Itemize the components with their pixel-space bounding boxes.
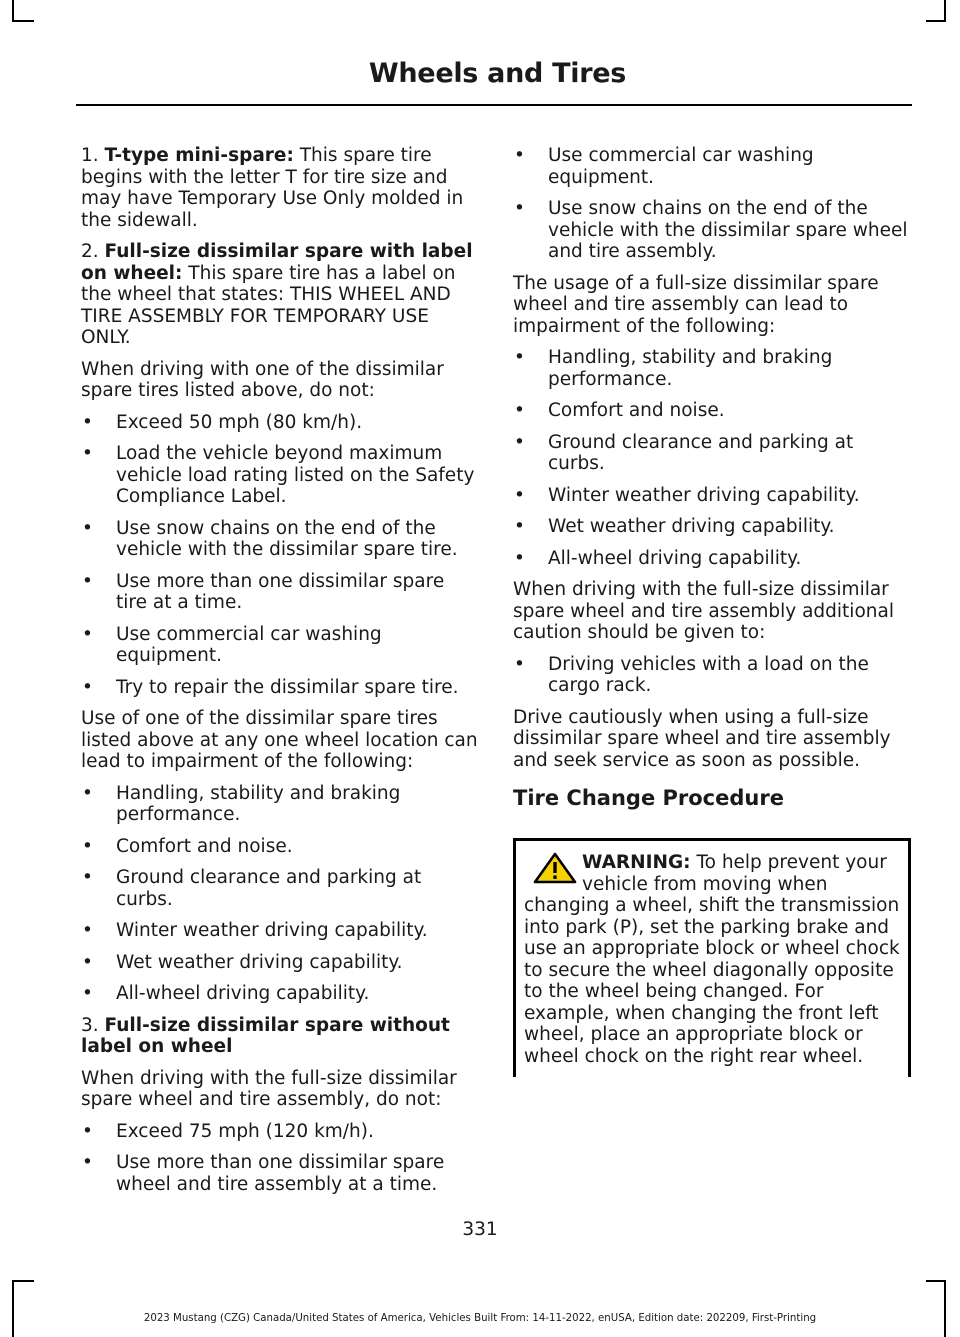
- list-item-text: Driving vehicles with a load on the cargo rack.: [548, 653, 869, 696]
- list-item-text: Handling, stability and braking performance.: [548, 347, 833, 390]
- bullet-list: [513, 145, 911, 263]
- list-item: [81, 952, 479, 974]
- bullet-list: [81, 783, 479, 1005]
- list-item: [513, 347, 911, 390]
- bullet-marker: •: [82, 570, 93, 592]
- bullet-marker: •: [82, 411, 93, 433]
- bullet-marker: •: [82, 920, 93, 941]
- list-item: [81, 1121, 479, 1143]
- left-column: [81, 145, 479, 1205]
- list-item-text: Use more than one dissimilar spare wheel and tire assembly at a time.: [116, 1152, 445, 1195]
- crop-mark: [12, 1280, 14, 1337]
- warning-box: [513, 838, 911, 1077]
- paragraph: When driving with the full-size dissimilar spare wheel and tire assembly additional caution should be given to:: [513, 579, 894, 643]
- list-item: [513, 654, 911, 697]
- item-number: 1.: [81, 145, 99, 166]
- bullet-marker: •: [82, 835, 93, 857]
- right-column: [513, 145, 911, 1077]
- list-item: [513, 400, 911, 422]
- bullet-list: [513, 654, 911, 697]
- warning-text: To help prevent your vehicle from moving when changing a wheel, shift the transmission into park (P), set the parking brake and use an appropriate block or wheel chock to secure the wheel diagonally opposite to the wheel being changed. For example, when changing the front left wheel, place an appropriate block or wheel chock on the right rear wheel.: [524, 852, 900, 1067]
- item-label: Full-size dissimilar spare without label on wheel: [81, 1014, 450, 1057]
- list-item-text: All-wheel driving capability.: [116, 983, 370, 1004]
- list-item-text: Try to repair the dissimilar spare tire.: [116, 676, 459, 698]
- list-item: [81, 518, 479, 561]
- crop-mark: [12, 20, 34, 22]
- warning-triangle-icon: [533, 852, 577, 884]
- bullet-marker: •: [82, 1120, 93, 1142]
- numbered-item-2: [81, 241, 479, 349]
- item-text: This spare tire has a label on the wheel that states: THIS WHEEL AND TIRE ASSEMBLY FOR TEMPORARY USE ONLY.: [81, 262, 456, 348]
- crop-mark: [12, 1280, 34, 1282]
- list-item: [81, 867, 479, 910]
- paragraph: The usage of a full-size dissimilar spare wheel and tire assembly can lead to impairment of the following:: [513, 272, 879, 337]
- list-item-text: All-wheel driving capability.: [548, 547, 802, 569]
- bullet-list: [513, 347, 911, 569]
- paragraph: Use of one of the dissimilar spare tires listed above at any one wheel location can lead to impairment of the following:: [81, 708, 478, 772]
- crop-mark: [944, 1280, 946, 1337]
- list-item: [81, 836, 479, 858]
- list-item-text: Use snow chains on the end of the vehicle with the dissimilar spare tire.: [116, 517, 458, 560]
- list-item-text: Use commercial car washing equipment.: [548, 145, 814, 188]
- page-title: Wheels and Tires: [368, 58, 626, 89]
- list-item: [513, 198, 911, 263]
- page-number: 331: [462, 1219, 498, 1240]
- bullet-marker: •: [82, 623, 93, 645]
- list-item-text: Ground clearance and parking at curbs.: [548, 431, 854, 474]
- section-heading: Tire Change Procedure: [513, 786, 784, 810]
- crop-mark: [12, 0, 14, 22]
- bullet-marker: •: [82, 443, 93, 464]
- item-number: 2.: [81, 241, 99, 262]
- bullet-marker: •: [514, 347, 525, 368]
- list-item-text: Winter weather driving capability.: [116, 920, 428, 941]
- bullet-marker: •: [82, 867, 93, 888]
- list-item-text: Exceed 50 mph (80 km/h).: [116, 411, 363, 433]
- list-item: [513, 548, 911, 570]
- bullet-marker: •: [514, 653, 525, 675]
- bullet-marker: •: [82, 676, 93, 698]
- list-item-text: Wet weather driving capability.: [116, 951, 403, 973]
- list-item: [513, 432, 911, 475]
- list-item-text: Use snow chains on the end of the vehicle with the dissimilar spare wheel and tire assembly.: [548, 198, 908, 262]
- crop-mark: [944, 0, 946, 22]
- list-item-text: Comfort and noise.: [116, 835, 293, 857]
- header-divider: [76, 104, 912, 106]
- bullet-marker: •: [82, 782, 93, 804]
- list-item: [513, 485, 911, 507]
- warning-label: WARNING:: [582, 852, 691, 873]
- list-item: [81, 1152, 479, 1195]
- bullet-list: [81, 412, 479, 699]
- bullet-marker: •: [82, 983, 93, 1004]
- list-item-text: Use commercial car washing equipment.: [116, 623, 382, 666]
- bullet-marker: •: [514, 145, 525, 166]
- numbered-item-1: [81, 145, 479, 231]
- bullet-marker: •: [514, 547, 525, 569]
- list-item: [81, 783, 479, 826]
- list-item: [81, 412, 479, 434]
- item-label: T-type mini-spare:: [104, 145, 294, 166]
- list-item: [81, 571, 479, 614]
- list-item: [81, 983, 479, 1005]
- list-item: [81, 443, 479, 508]
- item-text: This spare tire begins with the letter T for tire size and may have Temporary Use Only molded in the sidewall.: [81, 145, 464, 231]
- list-item-text: Use more than one dissimilar spare tire at a time.: [116, 570, 445, 613]
- list-item: [513, 145, 911, 188]
- item-label: Full-size dissimilar spare with label on wheel:: [81, 241, 473, 284]
- list-item: [81, 624, 479, 667]
- crop-mark: [926, 20, 946, 22]
- paragraph: When driving with the full-size dissimilar spare wheel and tire assembly, do not:: [81, 1067, 457, 1110]
- list-item-text: Winter weather driving capability.: [548, 484, 860, 506]
- bullet-marker: •: [514, 484, 525, 506]
- item-number: 3.: [81, 1014, 99, 1036]
- bullet-marker: •: [82, 1152, 93, 1173]
- list-item-text: Load the vehicle beyond maximum vehicle load rating listed on the Safety Compliance Label.: [116, 443, 475, 507]
- list-item-text: Handling, stability and braking performance.: [116, 782, 401, 825]
- bullet-marker: •: [514, 516, 525, 537]
- list-item: [81, 920, 479, 942]
- bullet-marker: •: [514, 431, 525, 453]
- list-item-text: Ground clearance and parking at curbs.: [116, 867, 422, 910]
- crop-mark: [926, 1280, 946, 1282]
- list-item: [81, 677, 479, 699]
- bullet-marker: •: [82, 951, 93, 973]
- list-item-text: Exceed 75 mph (120 km/h).: [116, 1120, 374, 1142]
- bullet-marker: •: [514, 400, 525, 421]
- list-item-text: Wet weather driving capability.: [548, 516, 835, 537]
- footer-text: 2023 Mustang (CZG) Canada/United States of America, Vehicles Built From: 14-11-2022, enUSA, Edition date: 202209, First-Printing: [143, 1313, 817, 1324]
- list-item-text: Comfort and noise.: [548, 400, 725, 421]
- bullet-marker: •: [514, 198, 525, 219]
- numbered-item-3: [81, 1015, 479, 1058]
- bullet-list: [81, 1121, 479, 1196]
- list-item: [513, 516, 911, 538]
- paragraph: Drive cautiously when using a full-size dissimilar spare wheel and tire assembly and seek service as soon as possible.: [513, 706, 891, 771]
- bullet-marker: •: [82, 517, 93, 539]
- paragraph: When driving with one of the dissimilar spare tires listed above, do not:: [81, 358, 444, 401]
